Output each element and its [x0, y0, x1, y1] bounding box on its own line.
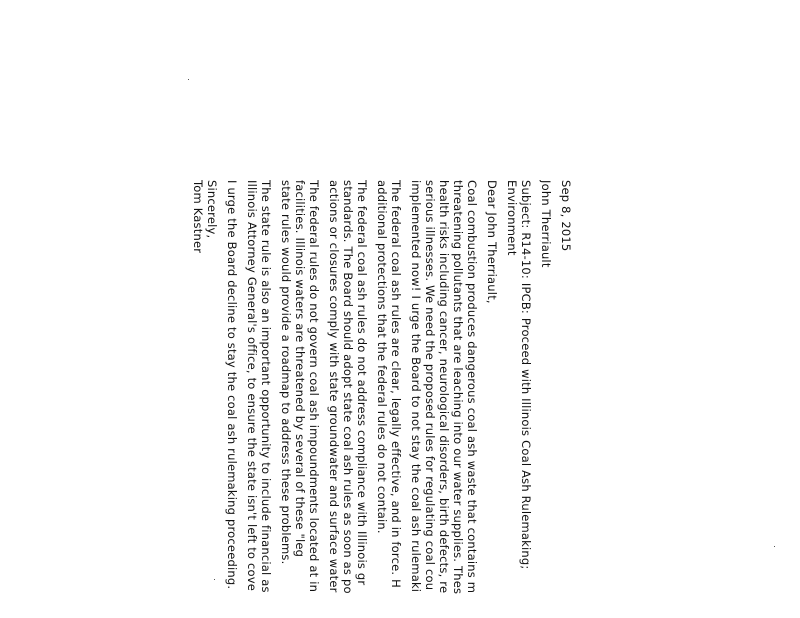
letter-signature: Tom Kastner	[191, 180, 205, 254]
paragraph3-line: standards. The Board should adopt state coal ash rules as soon as po	[341, 180, 355, 594]
scan-speck	[214, 579, 215, 580]
paragraph2-line: The federal coal ash rules are clear, legally effective, and in force. H	[389, 180, 403, 588]
paragraph1-line: implemented now! I urge the Board to not stay the coal ash rulemaki	[409, 180, 423, 593]
letter-subject-line2: Environment	[505, 180, 519, 256]
rotated-letter	[191, 180, 573, 618]
paragraph6-line: I urge the Board decline to stay the coal ash rulemaking proceeding.	[225, 180, 239, 590]
paragraph5-line: The state rule is also an important opportunity to include financial as	[259, 180, 273, 593]
letter-closing: Sincerely,	[205, 180, 219, 239]
scan-speck	[188, 79, 189, 80]
paragraph1-line: Coal combustion produces dangerous coal ash waste that contains m	[465, 180, 479, 594]
scan-speck	[774, 546, 775, 547]
paragraph3-line: The federal coal ash rules do not address compliance with Illinois gr	[355, 180, 369, 586]
letter-subject-line1: Subject: R14-10: IPCB: Proceed with Illinois Coal Ash Rulemaking;	[519, 180, 533, 570]
paragraph5-line: Illinois Attorney General's office, to ensure the state isn't left to cove	[245, 180, 259, 592]
paragraph3-line: actions or closures comply with state groundwater and surface water	[327, 180, 341, 593]
paragraph1-line: serious illnesses. We need the proposed rules for regulating coal cou	[423, 180, 437, 591]
paragraph4-line: state rules would provide a roadmap to address these problems.	[279, 180, 293, 565]
letter-recipient: John Therriault	[539, 180, 553, 268]
paragraph2-line: additional protections that the federal rules do not contain.	[375, 180, 389, 534]
letter-date: Sep 8, 2015	[559, 180, 573, 252]
paragraph4-line: facilities. Illinois waters are threatened by several of these "leg	[293, 180, 307, 558]
letter-salutation: Dear John Therriault,	[485, 180, 499, 304]
paragraph1-line: health risks including cancer, neurological disorders, birth defects, re	[437, 180, 451, 594]
paragraph1-line: threatening pollutants that are leaching into our water supplies. Thes	[451, 180, 465, 595]
paragraph4-line: The federal rules do not govern coal ash impoundments located at in	[307, 180, 321, 593]
